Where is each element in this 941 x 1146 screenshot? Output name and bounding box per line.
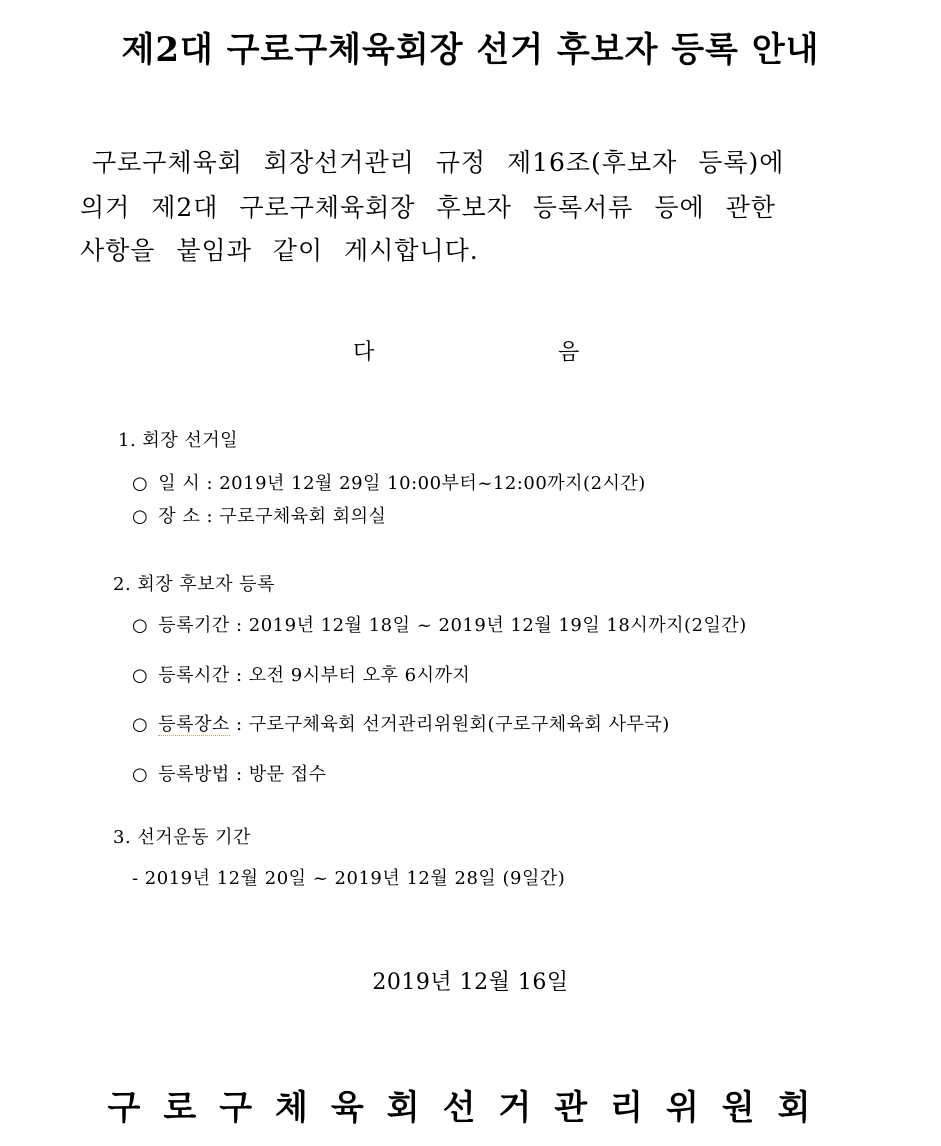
section-2-heading: 2. 회장 후보자 등록 xyxy=(113,574,276,595)
section-2-item-text: : 구로구체육회 선거관리위원회(구로구체육회 사무국) xyxy=(229,714,670,735)
circle-bullet-icon: ○ xyxy=(132,473,149,494)
circle-bullet-icon: ○ xyxy=(132,764,149,785)
section-2-item-time xyxy=(132,661,470,687)
daum-left-char: 다 xyxy=(353,340,375,365)
daum-right-char: 음 xyxy=(558,340,580,365)
issuer-signature: 구로구체육회선거관리위원회 xyxy=(107,1088,834,1128)
section-2-item-text: 등록기간 : 2019년 12월 18일 ~ 2019년 12월 19일 18시까지(2일간) xyxy=(158,615,747,636)
section-1-item-text: 장 소 : 구로구체육회 회의실 xyxy=(158,506,387,527)
circle-bullet-icon: ○ xyxy=(132,615,149,636)
section-2-item-label: 등록장소 xyxy=(158,714,230,735)
document-title: 제2대 구로구체육회장 선거 후보자 등록 안내 xyxy=(121,30,820,70)
circle-bullet-icon: ○ xyxy=(132,714,149,735)
intro-line-2: 의거 제2대 구로구체육회장 후보자 등록서류 등에 관한 xyxy=(80,193,776,222)
section-1-item-place xyxy=(132,502,386,528)
section-2-item-text: 등록시간 : 오전 9시부터 오후 6시까지 xyxy=(158,665,471,686)
section-2-item-text: 등록방법 : 방문 접수 xyxy=(158,764,327,785)
section-1-item-text: 일 시 : 2019년 12월 29일 10:00부터~12:00까지(2시간) xyxy=(158,473,646,494)
section-2-item-period xyxy=(132,611,747,637)
intro-line-3: 사항을 붙임과 같이 게시합니다. xyxy=(80,236,479,265)
section-2-item-place xyxy=(132,710,670,736)
intro-line-1: 구로구체육회 회장선거관리 규정 제16조(후보자 등록)에 xyxy=(92,148,785,177)
section-1-heading: 1. 회장 선거일 xyxy=(118,430,239,451)
circle-bullet-icon: ○ xyxy=(132,506,149,527)
section-2-item-method xyxy=(132,760,327,786)
circle-bullet-icon: ○ xyxy=(132,665,149,686)
section-3-heading: 3. 선거운동 기간 xyxy=(113,827,251,848)
document-date: 2019년 12월 16일 xyxy=(372,970,569,995)
section-1-item-date xyxy=(132,469,646,495)
section-3-item-period: - 2019년 12월 20일 ~ 2019년 12월 28일 (9일간) xyxy=(132,868,566,889)
